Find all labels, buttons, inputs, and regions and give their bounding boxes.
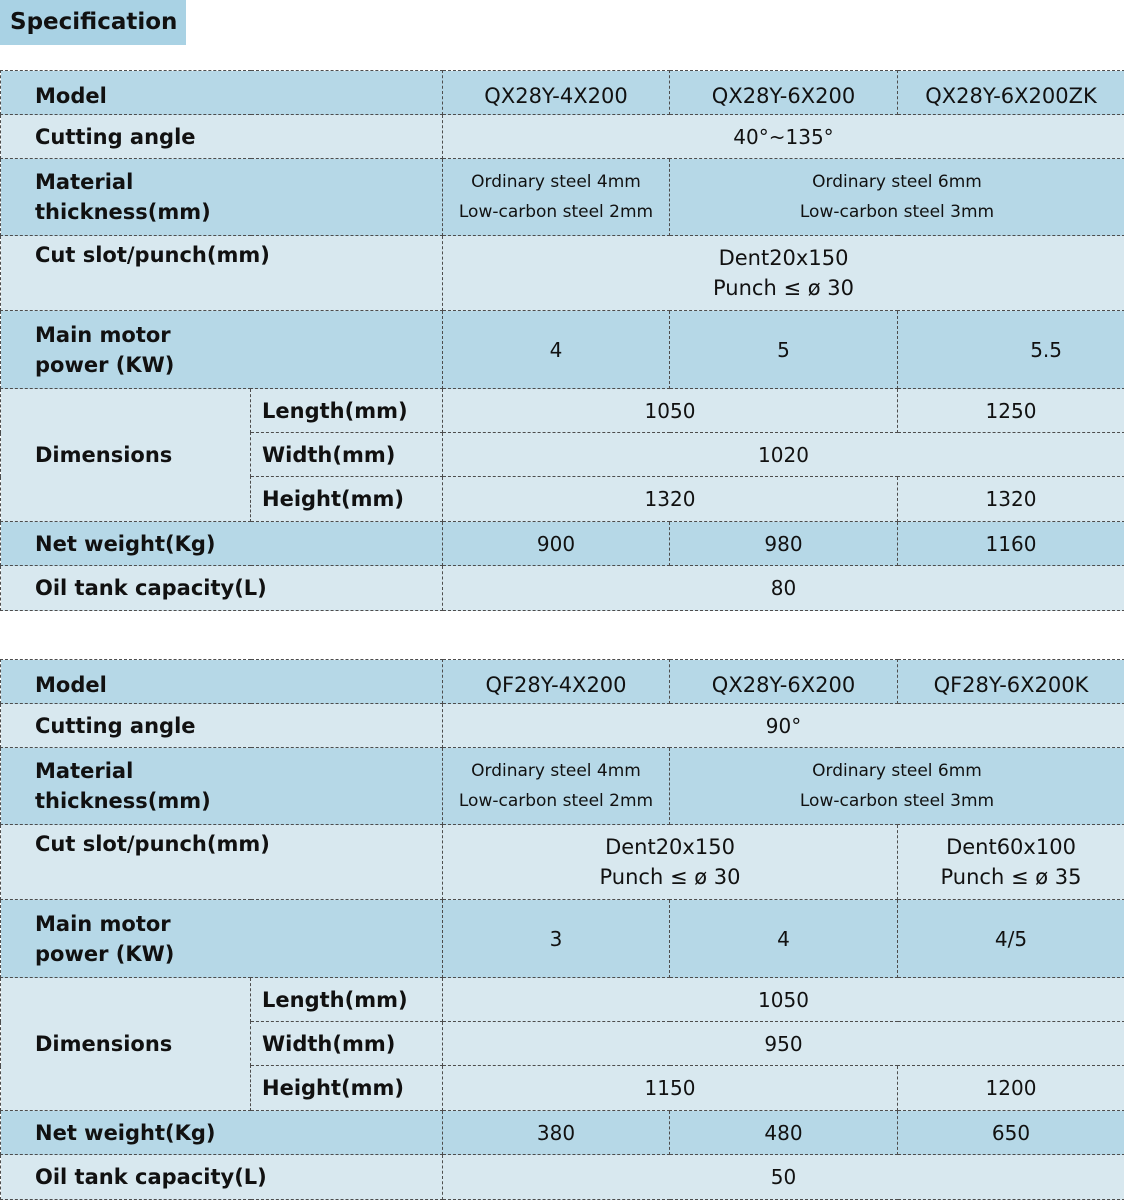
cut-slot-value [443, 825, 898, 900]
model-label: Model [1, 660, 443, 704]
dimension-length-row [1, 389, 1124, 433]
length-value: 1050 [443, 978, 1124, 1022]
net-weight-row [1, 1111, 1124, 1155]
oil-tank-value: 50 [443, 1155, 1124, 1200]
material-thickness-value [443, 748, 670, 825]
label-line: power (KW) [35, 352, 175, 377]
model-value: QX28Y-6X200ZK [898, 71, 1124, 115]
height-value: 1320 [898, 477, 1124, 522]
value-line: Punch ≤ ø 30 [599, 865, 741, 889]
material-thickness-row [1, 159, 1124, 236]
material-thickness-value [670, 159, 1124, 236]
motor-value: 5 [670, 311, 898, 389]
length-label: Length(mm) [251, 978, 443, 1022]
value-line: Dent20x150 [718, 246, 849, 270]
oil-tank-label: Oil tank capacity(L) [1, 566, 443, 611]
label-line: thickness(mm) [35, 789, 211, 813]
model-value: QF28Y-4X200 [443, 660, 670, 704]
main-motor-label [1, 900, 443, 978]
oil-tank-row [1, 1155, 1124, 1200]
value-line: Ordinary steel 6mm [812, 172, 982, 192]
page-title: Specification [0, 0, 186, 45]
length-value: 1050 [443, 389, 898, 433]
spec-table-2 [0, 659, 1124, 1200]
dimensions-label: Dimensions [1, 978, 251, 1111]
net-weight-value: 980 [670, 522, 898, 566]
dimensions-label: Dimensions [1, 389, 251, 522]
value-line: Ordinary steel 6mm [812, 761, 982, 781]
material-thickness-label [1, 748, 443, 825]
value-line: Ordinary steel 4mm [471, 172, 641, 192]
cut-slot-row [1, 236, 1124, 311]
value-line: Punch ≤ ø 35 [940, 865, 1082, 889]
cutting-angle-label: Cutting angle [1, 704, 443, 748]
oil-tank-row [1, 566, 1124, 611]
length-label: Length(mm) [251, 389, 443, 433]
length-value: 1250 [898, 389, 1124, 433]
motor-value: 4 [670, 900, 898, 978]
net-weight-value: 480 [670, 1111, 898, 1155]
value-line: Low-carbon steel 3mm [799, 791, 995, 811]
cutting-angle-value: 40°~135° [443, 115, 1124, 159]
motor-value: 5.5 [898, 311, 1124, 389]
model-label: Model [1, 71, 443, 115]
oil-tank-label: Oil tank capacity(L) [1, 1155, 443, 1200]
cutting-angle-row [1, 115, 1124, 159]
net-weight-row [1, 522, 1124, 566]
label-line: Material [35, 759, 134, 783]
motor-value: 3 [443, 900, 670, 978]
value-line: Ordinary steel 4mm [471, 761, 641, 781]
net-weight-value: 380 [443, 1111, 670, 1155]
label-line: power (KW) [35, 941, 175, 966]
material-thickness-value [443, 159, 670, 236]
label-line: thickness(mm) [35, 200, 211, 224]
net-weight-value: 650 [898, 1111, 1124, 1155]
cut-slot-value [898, 825, 1124, 900]
spec-table-1 [0, 70, 1124, 611]
model-value: QX28Y-6X200 [670, 71, 898, 115]
width-value: 950 [443, 1022, 1124, 1066]
main-motor-row [1, 900, 1124, 978]
cutting-angle-value: 90° [443, 704, 1124, 748]
cut-slot-value [443, 236, 1124, 311]
model-value: QX28Y-6X200 [670, 660, 898, 704]
cut-slot-row [1, 825, 1124, 900]
width-value: 1020 [443, 433, 1124, 477]
cutting-angle-label: Cutting angle [1, 115, 443, 159]
net-weight-label: Net weight(Kg) [1, 1111, 443, 1155]
label-line: Main motor [35, 322, 171, 347]
model-row [1, 660, 1124, 704]
main-motor-row [1, 311, 1124, 389]
value-line: Punch ≤ ø 30 [713, 276, 854, 300]
motor-value: 4/5 [898, 900, 1124, 978]
width-label: Width(mm) [251, 433, 443, 477]
value-line: Dent20x150 [605, 835, 735, 859]
material-thickness-row [1, 748, 1124, 825]
model-value: QF28Y-6X200K [898, 660, 1124, 704]
oil-tank-value: 80 [443, 566, 1124, 611]
cut-slot-label: Cut slot/punch(mm) [1, 236, 443, 311]
net-weight-label: Net weight(Kg) [1, 522, 443, 566]
value-line: Low-carbon steel 2mm [458, 202, 654, 222]
height-value: 1150 [443, 1066, 898, 1111]
motor-value: 4 [443, 311, 670, 389]
model-value: QX28Y-4X200 [443, 71, 670, 115]
dimension-length-row [1, 978, 1124, 1022]
height-value: 1200 [898, 1066, 1124, 1111]
net-weight-value: 1160 [898, 522, 1124, 566]
height-label: Height(mm) [251, 1066, 443, 1111]
net-weight-value: 900 [443, 522, 670, 566]
main-motor-label [1, 311, 443, 389]
value-line: Low-carbon steel 3mm [799, 202, 995, 222]
height-value: 1320 [443, 477, 898, 522]
value-line: Dent60x100 [946, 835, 1076, 859]
material-thickness-value [670, 748, 1124, 825]
cut-slot-label: Cut slot/punch(mm) [1, 825, 443, 900]
width-label: Width(mm) [251, 1022, 443, 1066]
model-row [1, 71, 1124, 115]
value-line: Low-carbon steel 2mm [458, 791, 654, 811]
cutting-angle-row [1, 704, 1124, 748]
label-line: Main motor [35, 911, 171, 936]
material-thickness-label [1, 159, 443, 236]
label-line: Material [35, 170, 134, 194]
height-label: Height(mm) [251, 477, 443, 522]
